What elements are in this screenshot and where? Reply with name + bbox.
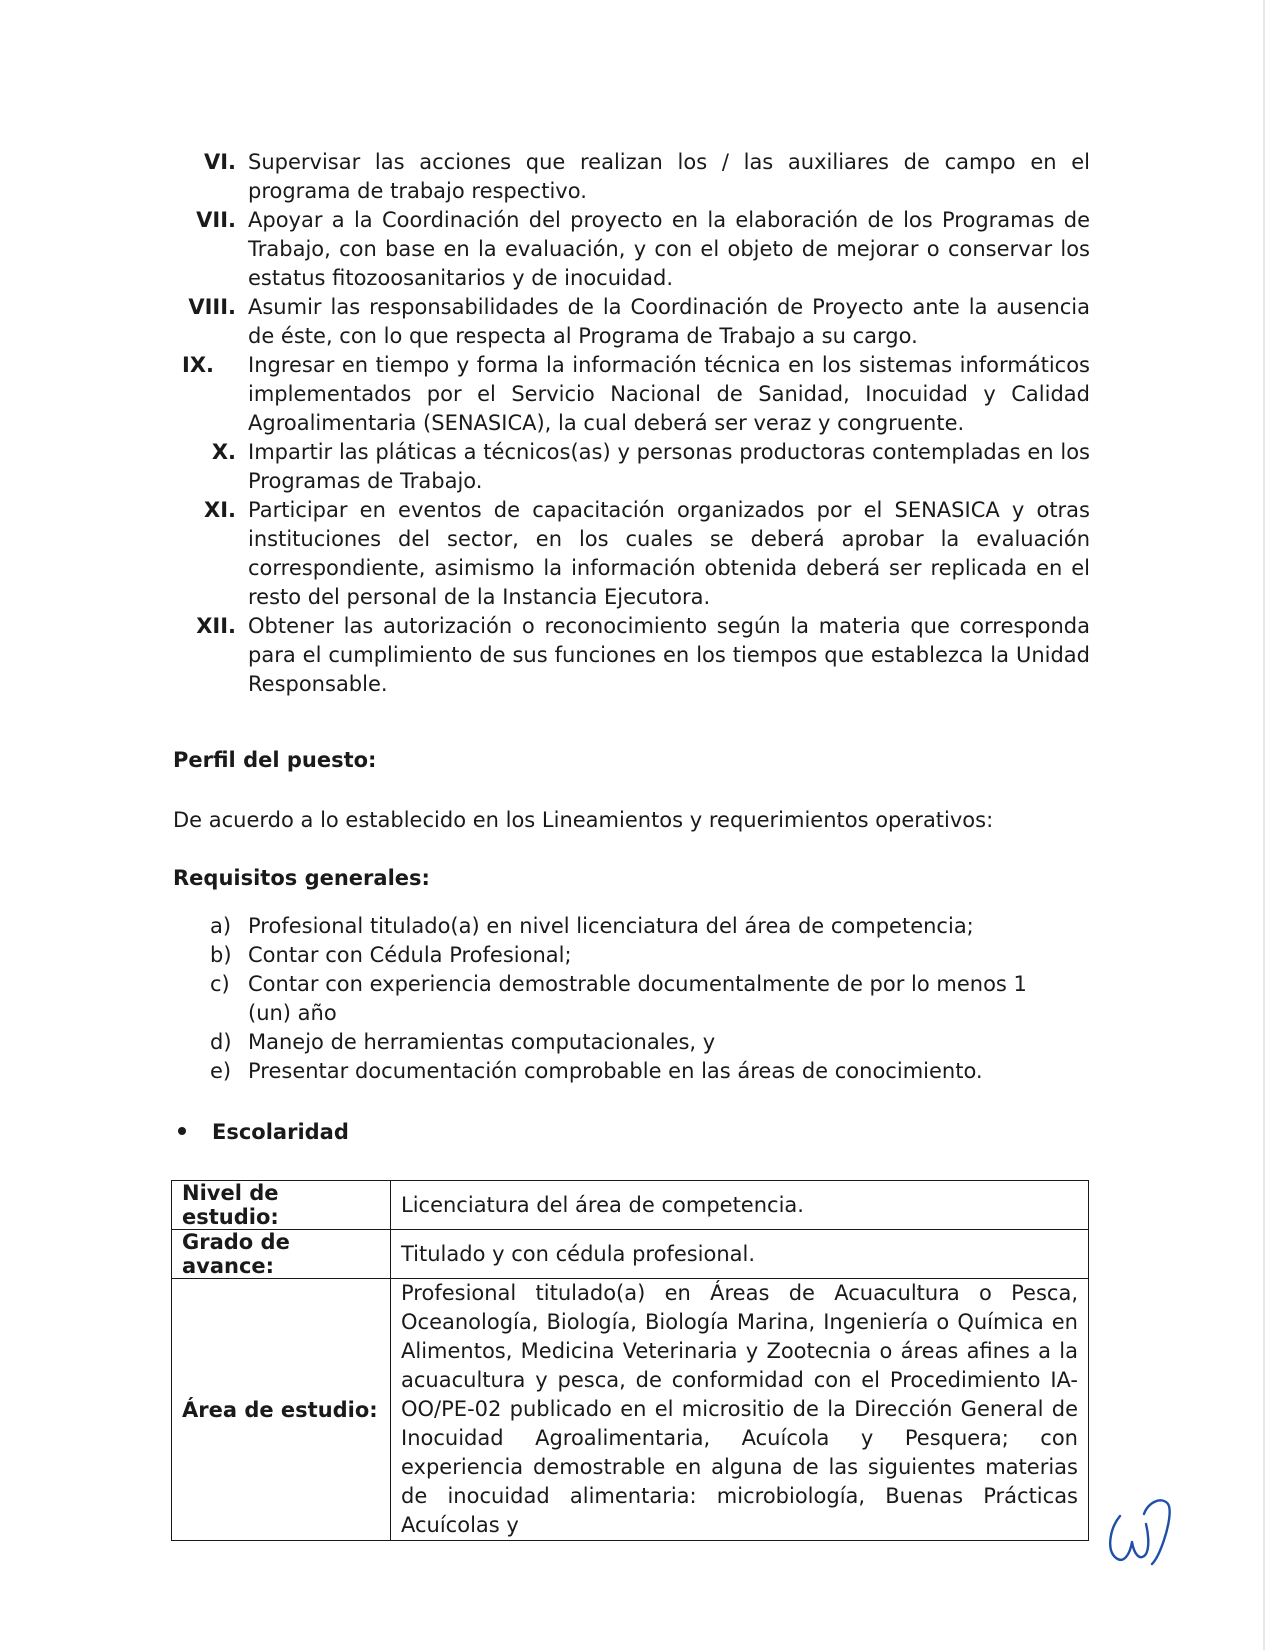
list-item [210, 1057, 1090, 1086]
list-text: Obtener las autorización o reconocimiento según la materia que corresponda para el cumplimiento de sus funciones en los tiempos que establezca la Unidad Responsable. [248, 614, 1090, 696]
list-item [170, 293, 1090, 351]
list-number: VII. [196, 208, 236, 232]
list-marker: b) [210, 943, 232, 967]
table-cell-label: Grado de avance: [172, 1230, 391, 1279]
table-row [172, 1230, 1089, 1279]
signature-stroke [1110, 1500, 1169, 1564]
requirements-heading: Requisitos generales: [173, 866, 430, 890]
list-number: VIII. [188, 295, 236, 319]
list-marker: c) [210, 972, 230, 996]
table-row [172, 1279, 1089, 1541]
profile-heading: Perfil del puesto: [173, 748, 377, 772]
table-cell-label: Área de estudio: [172, 1279, 391, 1541]
list-item [170, 612, 1090, 699]
schooling-heading-label: Escolaridad [212, 1120, 349, 1144]
list-marker: d) [210, 1030, 232, 1054]
list-number: VI. [203, 150, 236, 174]
list-item [170, 438, 1090, 496]
list-text: Contar con experiencia demostrable documentalmente de por lo menos 1 (un) año [248, 972, 1027, 1025]
list-item [170, 148, 1090, 206]
requirements-list [210, 912, 1090, 1086]
list-text: Ingresar en tiempo y forma la información técnica en los sistemas informáticos implementados por el Servicio Nacional de Sanidad, Inocuidad y Calidad Agroalimentaria (SENASICA), la cual deberá ser veraz y congruente. [248, 353, 1090, 435]
list-item [210, 912, 1090, 941]
list-item [170, 496, 1090, 612]
list-number: XII. [196, 614, 236, 638]
profile-intro: De acuerdo a lo establecido en los Lineamientos y requerimientos operativos: [173, 808, 994, 832]
list-item [210, 970, 1090, 1028]
list-marker: e) [210, 1059, 232, 1083]
list-text: Apoyar a la Coordinación del proyecto en la elaboración de los Programas de Trabajo, con base en la evaluación, y con el objeto de mejorar o conservar los estatus fitozoosanitarios y de inocuidad. [248, 208, 1090, 290]
list-text: Presentar documentación comprobable en las áreas de conocimiento. [248, 1059, 983, 1083]
list-item [210, 941, 1090, 970]
list-item [170, 206, 1090, 293]
signature-mark [1104, 1488, 1174, 1568]
functions-list [170, 148, 1090, 699]
list-item [210, 1028, 1090, 1057]
list-number: X. [211, 440, 236, 464]
scan-edge [1263, 0, 1265, 1650]
list-text: Supervisar las acciones que realizan los / las auxiliares de campo en el programa de trabajo respectivo. [248, 150, 1090, 203]
list-number: XI. [204, 498, 236, 522]
list-text: Contar con Cédula Profesional; [248, 943, 572, 967]
table-row [172, 1181, 1089, 1230]
table-cell-value: Profesional titulado(a) en Áreas de Acuacultura o Pesca, Oceanología, Biología, Biología Marina, Ingeniería o Química en Alimentos, Medicina Veterinaria y Zootecnia o áreas afines a la acuacultura y pesca, de conformidad con el Procedimiento IA-OO/PE-02 publicado en el micrositio de la Dirección General de Inocuidad Agroalimentaria, Acuícola y Pesquera; con experiencia demostrable en alguna de las siguientes materias de inocuidad alimentaria: microbiología, Buenas Prácticas Acuícolas y [391, 1279, 1089, 1541]
schooling-table [171, 1180, 1089, 1541]
list-item [170, 351, 1090, 438]
bullet-icon [178, 1127, 186, 1135]
list-text: Participar en eventos de capacitación organizados por el SENASICA y otras instituciones del sector, en los cuales se deberá aprobar la evaluación correspondiente, asimismo la información obtenida deberá ser replicada en el resto del personal de la Instancia Ejecutora. [248, 498, 1090, 609]
list-text: Profesional titulado(a) en nivel licenciatura del área de competencia; [248, 914, 974, 938]
table-cell-label: Nivel de estudio: [172, 1181, 391, 1230]
list-text: Manejo de herramientas computacionales, y [248, 1030, 716, 1054]
list-marker: a) [210, 914, 232, 938]
list-number: IX. [182, 353, 214, 377]
list-text: Asumir las responsabilidades de la Coordinación de Proyecto ante la ausencia de éste, con lo que respecta al Programa de Trabajo a su cargo. [248, 295, 1090, 348]
table-cell-value: Titulado y con cédula profesional. [391, 1230, 1089, 1279]
list-text: Impartir las pláticas a técnicos(as) y personas productoras contempladas en los Programas de Trabajo. [248, 440, 1090, 493]
table-cell-value: Licenciatura del área de competencia. [391, 1181, 1089, 1230]
schooling-heading [178, 1120, 349, 1144]
